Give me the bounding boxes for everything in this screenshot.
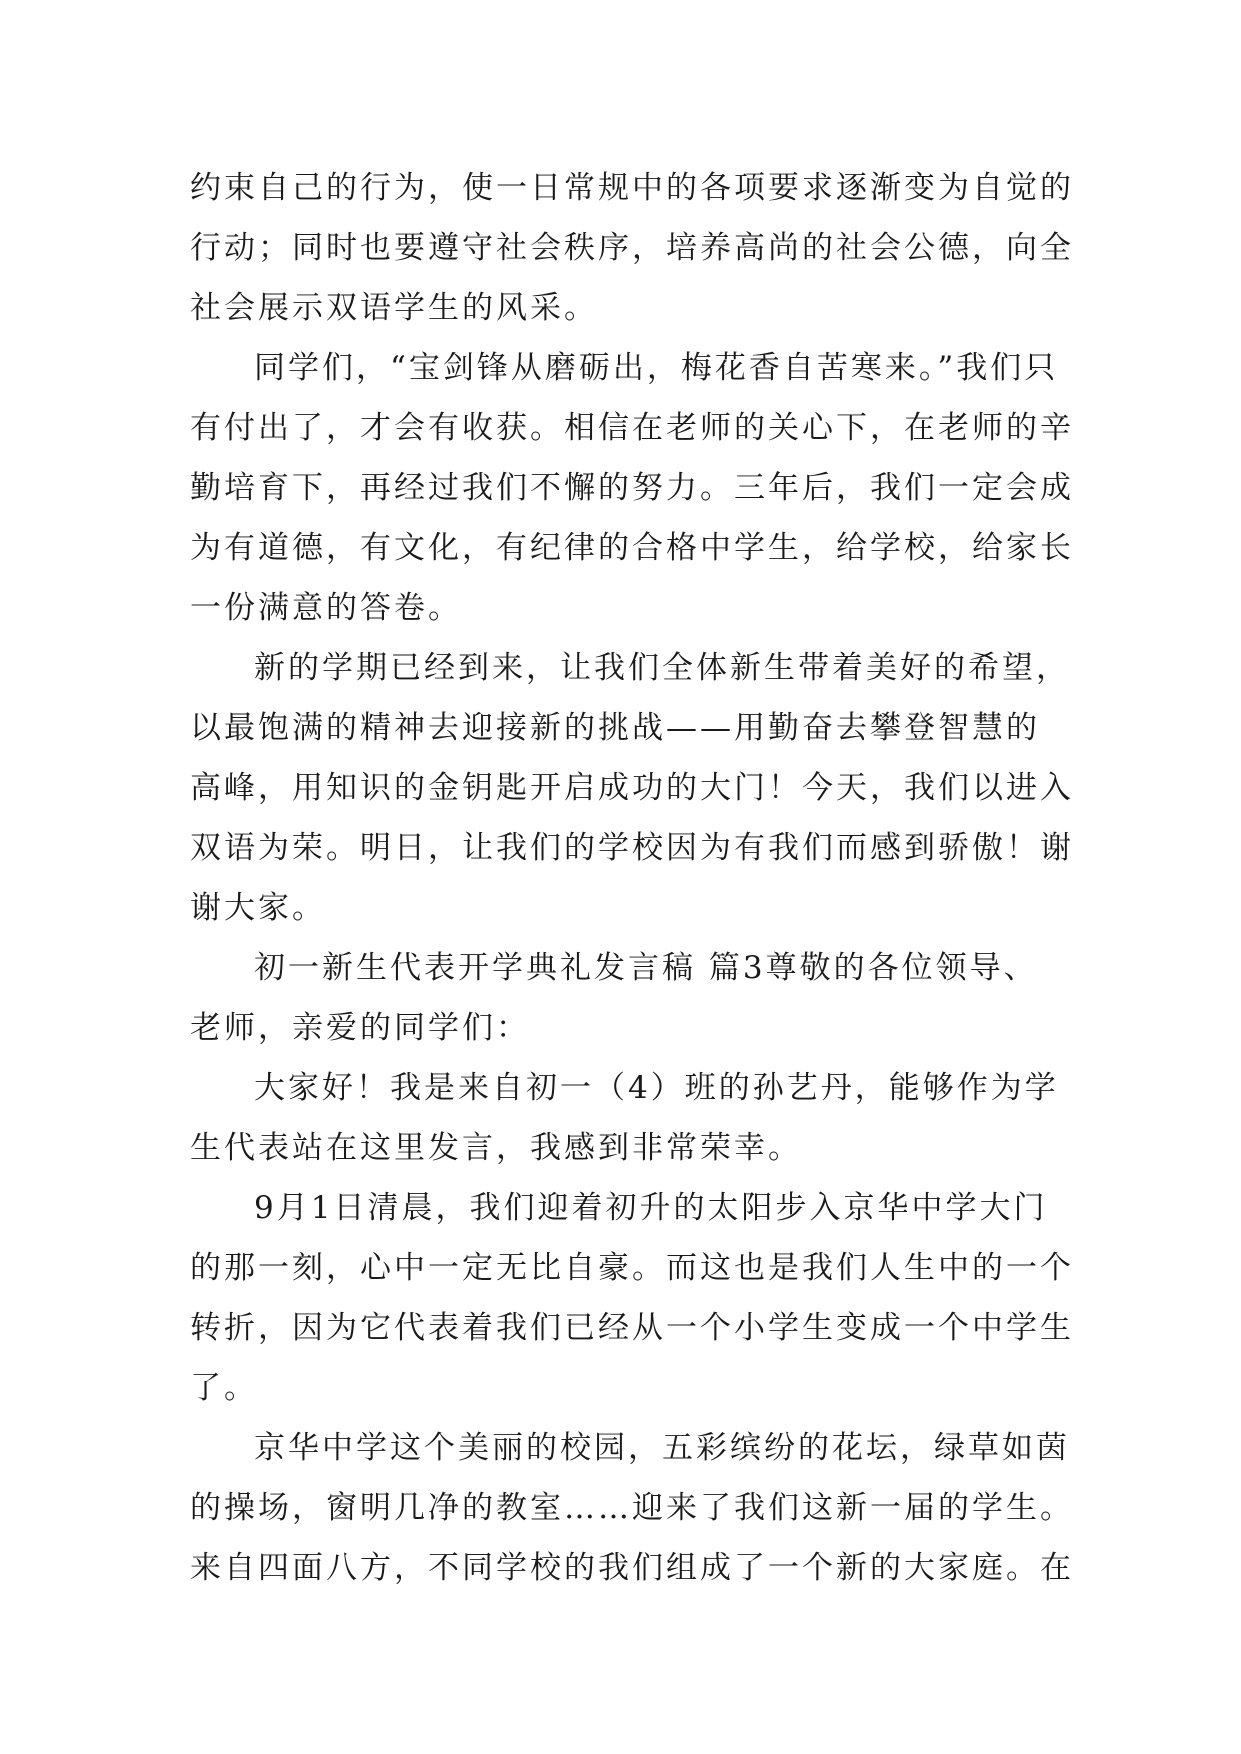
paragraph-5 xyxy=(190,1058,1070,1178)
text-line: 生代表站在这里发言，我感到非常荣幸。 xyxy=(190,1130,802,1166)
paragraph-2 xyxy=(190,338,1074,638)
text-line: 新的学期已经到来，让我们全体新生带着美好的希望， xyxy=(254,650,1070,686)
text-line: 来自四面八方，不同学校的我们组成了一个新的大家庭。在 xyxy=(190,1550,1074,1586)
text-line: 了。 xyxy=(190,1370,258,1406)
paragraph-7 xyxy=(190,1418,1074,1598)
text-line: 大家好！我是来自初一（4）班的孙艺丹，能够作为学 xyxy=(254,1070,1059,1106)
paragraph-4 xyxy=(190,938,1070,1058)
text-line: 约束自己的行为，使一日常规中的各项要求逐渐变为自觉的 xyxy=(190,170,1074,206)
text-line: 9月1日清晨，我们迎着初升的太阳步入京华中学大门 xyxy=(254,1190,1048,1226)
text-line: 初一新生代表开学典礼发言稿 篇3尊敬的各位领导、 xyxy=(254,950,1038,986)
text-line: 行动；同时也要遵守社会秩序，培养高尚的社会公德，向全 xyxy=(190,230,1074,266)
text-line: 的操场，窗明几净的教室……迎来了我们这新一届的学生。 xyxy=(190,1490,1074,1526)
paragraph-3 xyxy=(190,638,1074,938)
document-body xyxy=(190,158,1074,1598)
paragraph-1 xyxy=(190,158,1074,338)
text-line: 一份满意的答卷。 xyxy=(190,590,462,626)
text-line: 社会展示双语学生的风采。 xyxy=(190,290,598,326)
text-line: 高峰，用知识的金钥匙开启成功的大门！今天，我们以进入 xyxy=(190,770,1074,806)
text-line: 的那一刻，心中一定无比自豪。而这也是我们人生中的一个 xyxy=(190,1250,1074,1286)
text-line: 以最饱满的精神去迎接新的挑战——用勤奋去攀登智慧的 xyxy=(190,710,1040,746)
text-line: 有付出了，才会有收获。相信在老师的关心下，在老师的辛 xyxy=(190,410,1074,446)
text-line: 转折，因为它代表着我们已经从一个小学生变成一个中学生 xyxy=(190,1310,1074,1346)
text-line: 谢大家。 xyxy=(190,890,326,926)
text-line: 为有道德，有文化，有纪律的合格中学生，给学校，给家长 xyxy=(190,530,1074,566)
text-line: 同学们，“宝剑锋从磨砺出，梅花香自苦寒来。”我们只 xyxy=(254,350,1059,386)
text-line: 双语为荣。明日，让我们的学校因为有我们而感到骄傲！谢 xyxy=(190,830,1074,866)
paragraph-6 xyxy=(190,1178,1074,1418)
text-line: 老师，亲爱的同学们： xyxy=(190,1010,530,1046)
text-line: 京华中学这个美丽的校园，五彩缤纷的花坛，绿草如茵 xyxy=(254,1430,1070,1466)
text-line: 勤培育下，再经过我们不懈的努力。三年后，我们一定会成 xyxy=(190,470,1074,506)
